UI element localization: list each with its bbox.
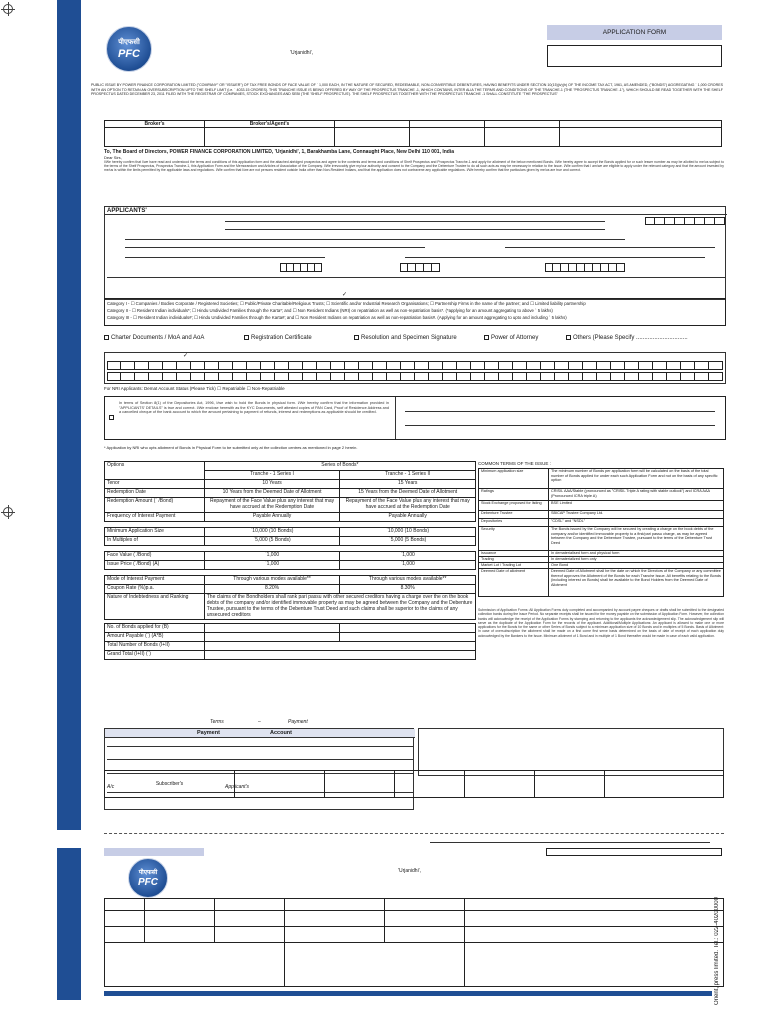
applicants-label: APPLICANTS': [107, 208, 147, 214]
series-2-value: 15 Years: [340, 480, 476, 489]
term-value: "CDSL" and "NSDL": [549, 519, 724, 527]
demat-details-box: [104, 352, 726, 384]
row-label: Redemption Amount (` /Bond): [105, 498, 205, 513]
registration-mark-middle: [1, 505, 15, 519]
series-header: Series of Bonds*: [204, 462, 475, 471]
ack-cell[interactable]: [385, 927, 465, 943]
series-1-input[interactable]: [204, 624, 340, 633]
broker-cell: [335, 121, 410, 128]
common-terms-table: [478, 468, 724, 597]
term-key: Ratings: [479, 489, 549, 501]
series-1-value: 10 Years: [204, 480, 340, 489]
nature-text: The claims of the Bondholders shall rank pari passu with other secured creditors having a charge over the on the book debts of the company and/or identified immovable property as may be agreed between the Company and the Debenture Trustee, pursuant to the terms of the Debenture Trust Deed and such claims shall be superior to the claims of any unsecured creditors: [204, 594, 475, 620]
addressee: To, The Board of Directors, POWER FINANCE CORPORATION LIMITED, 'Urjanidhi', 1, Barakhamba Lane, Connaught Place, New Delhi 110 001, India: [104, 149, 455, 155]
broker-input[interactable]: [410, 128, 485, 147]
ack-cell[interactable]: [285, 927, 385, 943]
term-value: In dematerialized form only: [549, 557, 724, 563]
subscriber-label: Subscriber's: [105, 771, 235, 798]
document-resolution[interactable]: Resolution and Specimen Signature: [354, 335, 457, 341]
signature-cell[interactable]: [325, 771, 395, 798]
term-key: Security: [479, 527, 549, 551]
signature-cell[interactable]: [465, 771, 535, 798]
broker-header: Broker's: [105, 121, 205, 128]
payment-account-label: Account: [270, 730, 292, 736]
document-registration[interactable]: Registration Certificate: [244, 335, 312, 341]
broker-table: [104, 120, 722, 147]
series-2-value: 15 Years from the Deemed Date of Allotment: [340, 489, 476, 498]
series-2-value: `5,000 (5 Bonds): [340, 537, 476, 546]
bottom-color-rule: [104, 991, 712, 996]
term-value: In dematerialised form and physical form: [549, 551, 724, 557]
bank-name-line[interactable]: [107, 759, 413, 760]
row-label: Issue Price (`/Bond) (A): [105, 561, 205, 570]
signature-cell[interactable]: [535, 771, 605, 798]
ack-application-number-box[interactable]: [546, 848, 722, 856]
payment-label: Payment: [288, 719, 308, 725]
applicant-mobile-cells[interactable]: [545, 263, 625, 272]
total-bonds-input[interactable]: [204, 642, 475, 651]
series-1-value: 10 Years from the Deemed Date of Allotment: [204, 489, 340, 498]
series-2-value: Payable Annually: [340, 513, 476, 522]
applicant-pin-cells[interactable]: [400, 263, 440, 272]
term-value: CRISIL AAA/Stable (pronounced as "CRISIL Triple A rating with stable outlook") and ICRA AAA (Pronounced ICRA triple A): [549, 489, 724, 501]
payment-account-header: Payment: [197, 730, 220, 736]
term-key: Minimum application size: [479, 469, 549, 489]
application-number-box[interactable]: [547, 45, 722, 67]
cheque-number-line[interactable]: [107, 746, 413, 747]
applicant-address-line[interactable]: [225, 229, 605, 230]
subscriber-signature-table: [104, 770, 724, 798]
ack-cell[interactable]: [285, 911, 385, 927]
series-1-input[interactable]: [204, 633, 340, 642]
term-value: BSE Limited: [549, 501, 724, 511]
applicant-name-line[interactable]: [225, 221, 605, 222]
series-1-value: `10,000 (10 Bonds): [204, 528, 340, 537]
document-charter[interactable]: Charter Documents / MoA and AoA: [104, 335, 204, 341]
broker-input[interactable]: [105, 128, 205, 147]
ack-cell[interactable]: [105, 911, 145, 927]
category-3[interactable]: Category III - ☐ Resident Indian individuals#; ☐ Hindu Undivided Families through the Karta#; and ☐ Non Resident Indians on repatriation as well as non-repatriation basis#. (Applying for an amount aggregating to upto and including ` 5 lakhs): [107, 315, 567, 320]
left-color-bar-ack: [57, 848, 81, 1000]
row-label: In Multiples of: [105, 537, 205, 546]
physical-form-line[interactable]: [405, 425, 715, 426]
nature-label: Nature of Indebtedness and Ranking: [105, 594, 205, 620]
broker-input[interactable]: [485, 128, 560, 147]
ack-cell[interactable]: [145, 899, 215, 911]
physical-form-line[interactable]: [405, 411, 715, 412]
series-2-value: `1,000: [340, 561, 476, 570]
common-terms-fine-print: Submission of Application Forms: All Application Forms duly completed and accompanied by account payee cheques or drafts shall be submitted to the designated collection banks during the Issue Period. No separate receipts shall be issued for the money payable on the submission of Application Form. However, the collection banks will acknowledge the receipt of the Application Forms by stamping and returning to the applicants the acknowledgement slip. The acknowledgement slip will serve as the duplicate of the Application Form for the records of the applicant. Additional/Multiple Applications: An applicant is allowed to make one or more applications for the Bonds for the same or other Series of Bonds subject to a minimum application size of 10 Bonds and in multiples of 5 Bonds. Basis of Allotment: In case of oversubscription the allotment shall be made on a first come first serve basis determined on the basis of date of receipt of each application duly acknowledged by the Bankers to the Issue. Minimum allotment of 1 Bond and in multiple of 1 Bond thereafter would be made in case of each valid application.: [478, 608, 724, 638]
broker-cell: [560, 121, 722, 128]
signature-cell[interactable]: [605, 771, 724, 798]
series-2-input[interactable]: [340, 624, 476, 633]
row-label: Mode of Interest Payment: [105, 576, 205, 585]
status-checkmark: ✓: [342, 292, 348, 298]
payment-header-bar: [105, 729, 415, 738]
ack-cell[interactable]: [215, 911, 285, 927]
options-label: Options: [105, 462, 205, 480]
entry-label: Amount Payable (`) (A*B): [105, 633, 205, 642]
term-value: One Bond: [549, 563, 724, 569]
row-label: Face Value (`/Bond): [105, 552, 205, 561]
printer-mark: Orient, press limited. Tel.: 022-40200000: [714, 897, 720, 1005]
document-power-of-attorney[interactable]: Power of Attorney: [484, 335, 538, 341]
term-key: Depositories: [479, 519, 549, 527]
ack-details-table: [104, 898, 724, 987]
series-2-value: `10,000 (10 Bonds): [340, 528, 476, 537]
pfc-logo: [106, 26, 152, 72]
applicant-state-line[interactable]: [505, 247, 715, 248]
logo-hindi-text: पीएफसी: [138, 870, 158, 876]
documents-row: [104, 335, 726, 345]
grand-total-input[interactable]: [204, 651, 475, 660]
document-others[interactable]: Others (Please Specify ...............................: [566, 335, 688, 341]
form-title: APPLICATION FORM: [547, 25, 722, 40]
demat-checkmark: ✓: [183, 353, 189, 359]
series-1-value: `1,000: [204, 561, 340, 570]
ack-title-bar: [104, 848, 204, 856]
term-key: Deemed Date of allotment: [479, 569, 549, 597]
ack-cell[interactable]: [465, 899, 724, 911]
declaration-text: I/We hereby confirm that I/we have read and understood the terms and conditions of this application form and the attached abridged prospectus and agree to the contents and terms and conditions of Shelf Prospectus and Prospectus Tranche-1 and apply for allotment of the below mentioned Bonds. I/We hereby agree to accept the Bonds applied for or such lesser number as may be allotted to me/us subject to the terms of the Shelf Prospectus, Prospectus Tranche-1, this Application Form and the Memorandum and Articles of Association of the Company. I/We irrevocably give my/our authority and consent to the Company and the Debenture Trustee to do all such acts as may be necessary in relation to the Issue. I/We confirm that I am/we are eligible to apply under the relevant category and that the amount invested by me/us is within the limits permitted by the applicable laws and regulations. I/We confirm that I/we are not persons resident outside India other than Non-Resident Indians, and that the application does not contravene any applicable regulations. I/We hereby confirm that the particulars given by me/us are true and correct.: [104, 160, 724, 173]
terms-label: Terms: [210, 719, 224, 725]
series-1-value: Repayment of the Face Value plus any interest that may have accrued at the Redemption Date: [204, 498, 340, 513]
physical-form-declaration: In terms of Section 8(1) of the Depositories Act, 1996, I/we wish to hold the Bonds in physical form. I/We hereby confirm that the information provided in "APPLICANTS' DETAILS" is true and correct. I/We enclose herewith as the KYC Documents, self attested copies of PAN Card, Proof of Residence Address and a cancelled cheque of the bank account to which the amount pertaining to payment of refunds, interest and redemptions as applicable should be credited.: [119, 401, 389, 415]
applicant-phone-line[interactable]: [125, 257, 325, 258]
ack-cell[interactable]: [385, 899, 465, 911]
ack-cell[interactable]: [105, 927, 145, 943]
logo-text: PFC: [118, 48, 140, 60]
row-label: Coupon Rate (%)p.a.: [105, 585, 205, 594]
applicant-address-line-2[interactable]: [125, 239, 625, 240]
signature-cell[interactable]: [235, 771, 325, 798]
applicants-divider: [107, 277, 725, 278]
broker-cell: [485, 121, 560, 128]
term-key: Debenture Trustee: [479, 511, 549, 519]
ack-cell[interactable]: [215, 899, 285, 911]
salutation: Dear Sirs,: [104, 155, 122, 160]
row-label: Frequency of Interest Payment: [105, 513, 205, 522]
nri-demat-status[interactable]: For NRI Applicants: Demat Account Status (Please Tick) ☐ Repatriable ☐ Non-Repatriable: [104, 386, 285, 391]
term-value: SBICAP Trustee Company Ltd.: [549, 511, 724, 519]
series-2-value: Repayment of the Face Value plus any interest that may have accrued at the Redemption Date: [340, 498, 476, 513]
series-2-value: `1,000: [340, 552, 476, 561]
series-1-value: Payable Annually: [204, 513, 340, 522]
logo-hindi-text: पीएफसी: [118, 39, 140, 46]
row-label: Redemption Date: [105, 489, 205, 498]
tranche-series-2: Tranche - 1 Series II: [340, 471, 476, 480]
series-1-value: `5,000 (5 Bonds): [204, 537, 340, 546]
entry-label: No. of Bonds applied for (B): [105, 624, 205, 633]
applicants-section: [104, 206, 726, 300]
registration-mark-top: [1, 2, 15, 16]
signature-cell[interactable]: [395, 771, 465, 798]
term-key: Market Lot / Trading Lot: [479, 563, 549, 569]
common-terms-title: COMMON TERMS OF THE ISSUE :: [478, 461, 551, 466]
applicant-dob-cells[interactable]: [280, 263, 322, 272]
applicant-label: Applicant's: [225, 784, 250, 790]
series-2-value: Through various modes available**: [340, 576, 476, 585]
applicant-city-line[interactable]: [125, 247, 425, 248]
signature-box[interactable]: [418, 728, 724, 776]
category-2[interactable]: Category II - ☐ Resident Indian individuals*; ☐ Hindu Undivided Families through the Karta*; and ☐ Non Resident Indians (NRI) on repatriation as well as non-repatriation basis*. (*applying for an amount aggregating to above ` 5 lakhs): [107, 308, 553, 313]
nri-physical-footnote: * Application by NRI who opts allotment of Bonds in Physical Form to be submitted only at the collection centres as mentioned in page 2 herein.: [104, 445, 358, 450]
series-2-value: 8.30%: [340, 585, 476, 594]
ack-cell[interactable]: [465, 927, 724, 943]
client-id-cells[interactable]: [107, 372, 723, 381]
ack-cell[interactable]: [285, 899, 385, 911]
physical-form-box: [104, 396, 726, 440]
category-box: [104, 298, 726, 326]
tranche-series-1: Tranche - 1 Series I: [204, 471, 340, 480]
row-label: Minimum Application Size: [105, 528, 205, 537]
entry-label: Total Number of Bonds (I+II): [105, 642, 205, 651]
series-1-value: Through various modes available**: [204, 576, 340, 585]
applicants-header-bar: [105, 207, 727, 215]
ack-cell[interactable]: [465, 943, 724, 987]
bond-series-table: [104, 461, 476, 660]
logo-text: PFC: [138, 877, 158, 888]
applicant-email-line[interactable]: [405, 257, 705, 258]
left-color-bar: [57, 0, 81, 830]
term-value: Deemed Date of Allotment shall be the date on which the Directors of the Company or any committee thereof approves the Allotment of the Bonds for each Tranche Issue. All benefits relating to the Bonds (including interest on Bonds) shall be available to the Bond Holders from the Deemed Date of Allotment: [549, 569, 724, 597]
ack-cell[interactable]: [145, 911, 215, 927]
broker-cell: [410, 121, 485, 128]
dp-id-cells[interactable]: [107, 361, 723, 370]
ac-label: A/c: [107, 784, 115, 790]
broker-agent-input[interactable]: [205, 128, 335, 147]
series-1-value: `1,000: [204, 552, 340, 561]
term-value: The Bonds issued by the Company will be secured by creating a charge on the book debts of the company and/or identified immovable property to a first/pari passu charge, as may be agreed between the Company and the Debenture Trustee, pursuant to the terms of the Debenture Trust Deed: [549, 527, 724, 551]
series-2-input[interactable]: [340, 633, 476, 642]
term-key: Issuance: [479, 551, 549, 557]
ack-cell[interactable]: [105, 943, 285, 987]
broker-input[interactable]: [560, 128, 722, 147]
category-1[interactable]: Category I - ☐ Companies / Bodies Corporate / Registered Societies; ☐ Public/Private Charitable/Religious Trusts; ☐ Scientific and/or Industrial Research Organisations; ☐ Partnership Firms in the name of the partner; and ☐ Limited liability partnership: [107, 301, 586, 306]
ack-cell[interactable]: [465, 911, 724, 927]
ack-cell[interactable]: [385, 911, 465, 927]
term-key: Trading: [479, 557, 549, 563]
ack-cell[interactable]: [105, 899, 145, 911]
ack-cell[interactable]: [145, 927, 215, 943]
company-address: 'Urjanidhi',: [290, 50, 314, 56]
series-1-value: 8.20%: [204, 585, 340, 594]
term-key: Stock Exchange proposed for listing: [479, 501, 549, 511]
broker-agent-header: Broker's/Agent's: [205, 121, 335, 128]
physical-form-checkbox[interactable]: [109, 415, 114, 420]
pfc-logo-ack: [128, 858, 168, 898]
tear-off-line: [104, 833, 724, 834]
row-label: Tenor: [105, 480, 205, 489]
entry-label: Grand Total (I+II) (`): [105, 651, 205, 660]
ack-cell[interactable]: [215, 927, 285, 943]
ack-company-address: 'Urjanidhi',: [398, 868, 422, 874]
ack-top-line: [430, 842, 710, 843]
physical-form-divider: [395, 397, 396, 439]
ack-cell[interactable]: [285, 943, 465, 987]
applicant-pan-cells[interactable]: [645, 217, 725, 225]
broker-input[interactable]: [335, 128, 410, 147]
issue-disclosure: PUBLIC ISSUE BY POWER FINANCE CORPORATION LIMITED ("COMPANY" OR "ISSUER") OF TAX FREE BONDS OF FACE VALUE OF ` 1,000 EACH, IN THE NATURE OF SECURED, REDEEMABLE, NON-CONVERTIBLE DEBENTURES, HAVING BENEFITS UNDER SECTION 10(15)(iv)(h) OF THE INCOME TAX ACT, 1961, AS AMENDED, ("BONDS") AGGREGATING ` 1,000 CRORES WITH AN OPTION TO RETAIN AN OVERSUBSCRIPTION UPTO THE SHELF LIMIT (i.e. ` 4033.15 CRORES). THIS TRANCHE ISSUE IS BEING OFFERED BY WAY OF THE PROSPECTUS TRANCHE -1, WHICH CONTAINS, INTER ALIA THE TERMS AND CONDITIONS OF THE TRANCHE-1 (THE "PROSPECTUS TRANCHE -1"), WHICH SHOULD BE READ TOGETHER WITH THE SHELF PROSPECTUS DATED DECEMBER 23, 2011 FILED WITH THE REGISTRAR OF COMPANIES, STOCK EXCHANGES AND SEBI (THE 'SHELF PROSPECTUS'). THE SHELF PROSPECTUS TOGETHER WITH THE PROSPECTUS TRANCHE -1 SHALL CONSTITUTE "THE PROSPECTUS": [91, 83, 723, 96]
term-value: The minimum number of Bonds per application form will be calculated on the basis of the total number of Bonds applied for under each such Application Form and not on the basis of any specific option: [549, 469, 724, 489]
